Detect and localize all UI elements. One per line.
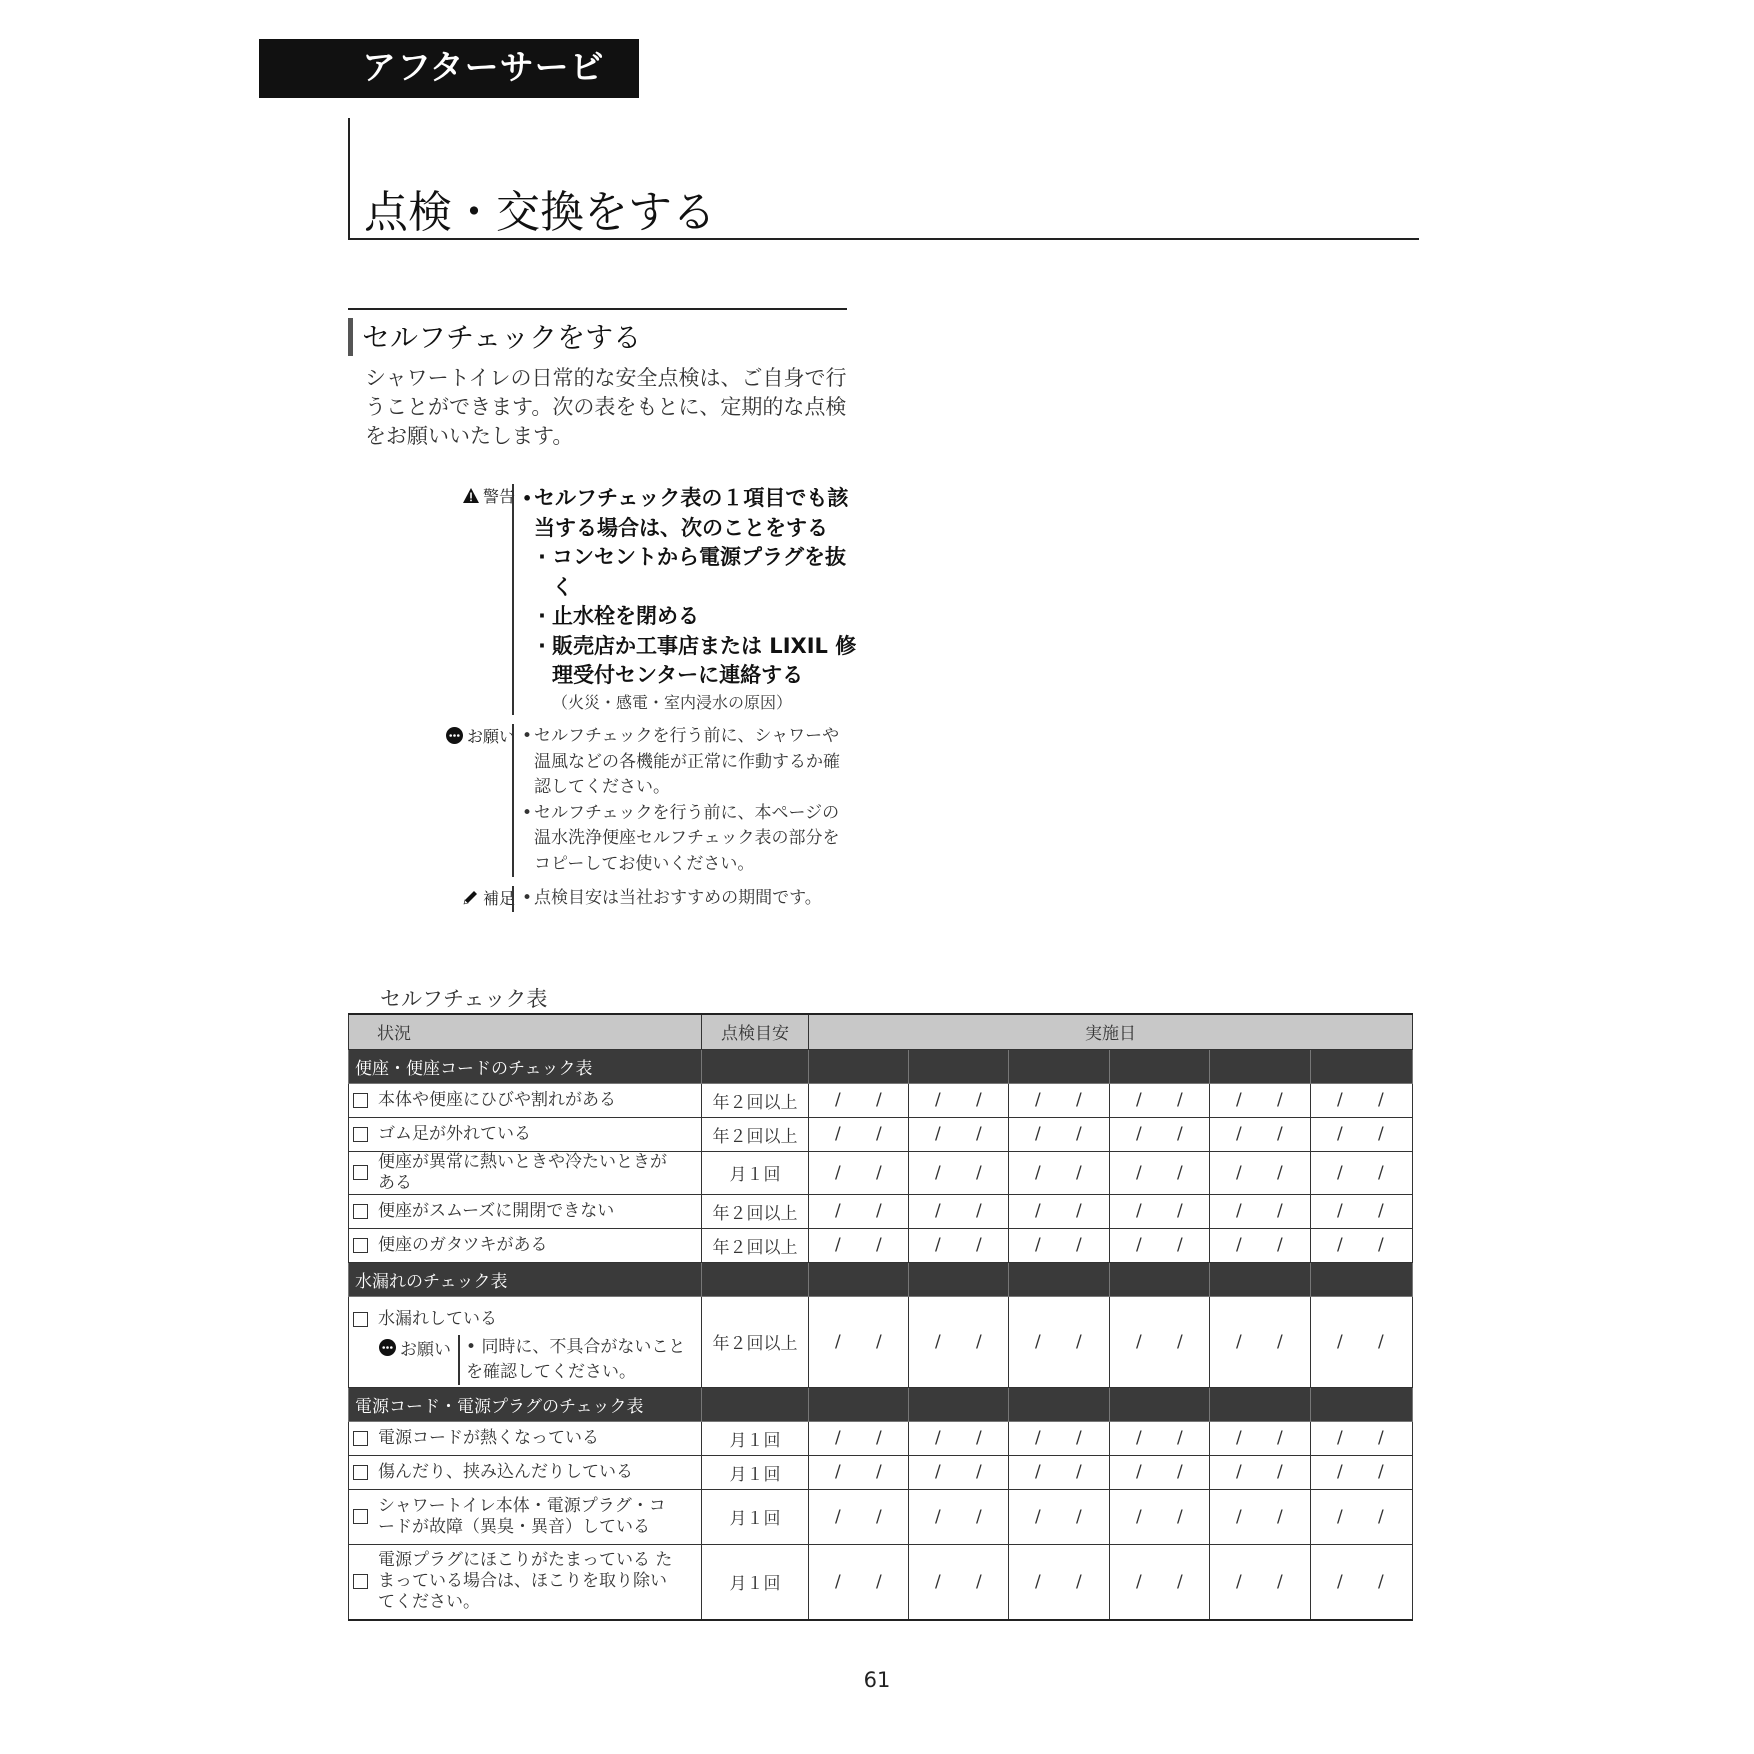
date-slash: / [1177, 1428, 1183, 1448]
check-checkbox[interactable] [353, 1431, 368, 1446]
check-item [349, 1489, 702, 1544]
date-slash: / [835, 1124, 841, 1144]
date-slash: / [1236, 1428, 1242, 1448]
date-cell[interactable] [1311, 1151, 1413, 1194]
date-slash: / [935, 1428, 941, 1448]
table-row [349, 1228, 1413, 1262]
check-item-text: シャワートイレ本体・電源プラグ・コードが故障（異臭・異音）している [378, 1495, 666, 1537]
category-row [349, 1387, 1413, 1421]
date-slash: / [1378, 1331, 1384, 1352]
date-slash: / [1035, 1462, 1041, 1482]
warning-triangle-icon [463, 488, 479, 503]
date-cell[interactable] [1210, 1228, 1311, 1262]
date-slash: / [1236, 1462, 1242, 1482]
date-slash: / [1378, 1090, 1384, 1110]
date-slash: / [1076, 1571, 1082, 1592]
check-interval: 月１回 [702, 1489, 809, 1544]
date-cell[interactable] [1009, 1117, 1110, 1151]
date-slash: / [1277, 1124, 1283, 1144]
check-item-text: ゴム足が外れている [378, 1123, 531, 1144]
date-slash: / [1236, 1124, 1242, 1144]
date-slash: / [876, 1162, 882, 1183]
date-slash: / [835, 1571, 841, 1592]
category-blank [702, 1049, 809, 1083]
request-label: お願い [466, 727, 515, 746]
check-interval: 月１回 [702, 1455, 809, 1489]
category-blank [809, 1262, 909, 1296]
check-item-text: 水漏れしている [378, 1309, 497, 1329]
check-checkbox[interactable] [353, 1127, 368, 1142]
request-dots-icon [446, 727, 463, 744]
check-interval: 年２回以上 [702, 1296, 809, 1387]
category-blank [702, 1262, 809, 1296]
date-slash: / [1236, 1235, 1242, 1255]
date-cell[interactable] [909, 1544, 1009, 1620]
category-name: 便座・便座コードのチェック表 [349, 1049, 702, 1083]
request-item: • セルフチェックを行う前に、本ページの温水洗浄便座セルフチェック表の部分をコピーしてお使いください。 [522, 801, 842, 878]
check-item [349, 1455, 702, 1489]
date-cell[interactable] [1311, 1421, 1413, 1455]
date-cell[interactable] [1009, 1228, 1110, 1262]
date-slash: / [1035, 1235, 1041, 1255]
self-check-table [348, 1013, 1413, 1621]
date-cell[interactable] [809, 1194, 909, 1228]
date-slash: / [1337, 1124, 1343, 1144]
date-cell[interactable] [1110, 1151, 1210, 1194]
date-slash: / [835, 1235, 841, 1255]
date-cell[interactable] [909, 1296, 1009, 1387]
pencil-icon [462, 889, 479, 906]
date-cell[interactable] [909, 1151, 1009, 1194]
date-cell[interactable] [809, 1228, 909, 1262]
date-slash: / [1035, 1162, 1041, 1183]
intro-text: シャワートイレの日常的な安全点検は、ご自身で行うことができます。次の表をもとに、定期的な点検をお願いいたします。 [365, 366, 847, 448]
date-slash: / [1136, 1331, 1142, 1352]
date-cell[interactable] [1009, 1455, 1110, 1489]
category-name: 水漏れのチェック表 [349, 1262, 702, 1296]
warning-cause: （火災・感電・室内浸水の原因） [552, 692, 793, 712]
category-blank [1210, 1049, 1311, 1083]
date-slash: / [876, 1331, 882, 1352]
check-interval: 年２回以上 [702, 1117, 809, 1151]
date-cell[interactable] [1110, 1228, 1210, 1262]
date-slash: / [1136, 1235, 1142, 1255]
date-cell[interactable] [909, 1455, 1009, 1489]
date-slash: / [1378, 1201, 1384, 1221]
table-row [349, 1455, 1413, 1489]
warning-badge [463, 484, 515, 507]
date-cell[interactable] [1311, 1228, 1413, 1262]
page-title-frame [348, 118, 1419, 240]
check-checkbox[interactable] [353, 1312, 368, 1327]
date-slash: / [976, 1506, 982, 1527]
date-cell[interactable] [909, 1117, 1009, 1151]
warning-step: · 販売店か工事店または LIXIL 修理受付センターに連絡する [522, 632, 862, 691]
date-slash: / [1035, 1428, 1041, 1448]
date-cell[interactable] [1110, 1296, 1210, 1387]
date-cell[interactable] [1110, 1194, 1210, 1228]
date-slash: / [1076, 1201, 1082, 1221]
header-status: 状況 [349, 1014, 702, 1049]
sub-heading: セルフチェックをする [362, 321, 642, 354]
date-slash: / [1337, 1235, 1343, 1255]
table-row [349, 1421, 1413, 1455]
date-slash: / [1378, 1124, 1384, 1144]
date-slash: / [1035, 1331, 1041, 1352]
date-slash: / [876, 1235, 882, 1255]
date-cell[interactable] [1009, 1151, 1110, 1194]
date-cell[interactable] [1110, 1489, 1210, 1544]
check-item-text: 便座が異常に熱いときや冷たいときがある [378, 1151, 667, 1193]
request-item: • セルフチェックを行う前に、シャワーや温風などの各機能が正常に作動するか確認してください。 [522, 724, 842, 801]
date-slash: / [1378, 1506, 1384, 1527]
date-slash: / [1337, 1462, 1343, 1482]
date-cell[interactable] [1110, 1421, 1210, 1455]
date-slash: / [1136, 1162, 1142, 1183]
date-slash: / [1136, 1124, 1142, 1144]
request-dots-icon [379, 1339, 396, 1356]
check-checkbox[interactable] [353, 1509, 368, 1524]
check-checkbox[interactable] [353, 1204, 368, 1219]
date-slash: / [1277, 1506, 1283, 1527]
date-cell[interactable] [909, 1083, 1009, 1117]
date-cell[interactable] [1311, 1117, 1413, 1151]
date-slash: / [1136, 1428, 1142, 1448]
inner-request-note [379, 1335, 701, 1385]
date-slash: / [1277, 1162, 1283, 1183]
header-interval: 点検目安 [702, 1014, 809, 1049]
date-slash: / [1236, 1571, 1242, 1592]
warning-label: 警告 [482, 487, 515, 506]
date-slash: / [1035, 1201, 1041, 1221]
date-cell[interactable] [1210, 1544, 1311, 1620]
date-cell[interactable] [1210, 1455, 1311, 1489]
date-cell[interactable] [909, 1421, 1009, 1455]
inner-request-label: お願い [400, 1340, 451, 1360]
check-item [349, 1083, 702, 1117]
date-slash: / [976, 1571, 982, 1592]
date-slash: / [1236, 1331, 1242, 1352]
check-interval: 年２回以上 [702, 1228, 809, 1262]
date-slash: / [835, 1506, 841, 1527]
date-cell[interactable] [1009, 1083, 1110, 1117]
date-cell[interactable] [809, 1489, 909, 1544]
date-slash: / [1378, 1428, 1384, 1448]
check-item [349, 1296, 702, 1387]
check-item [349, 1421, 702, 1455]
date-cell[interactable] [1311, 1544, 1413, 1620]
date-slash: / [1277, 1235, 1283, 1255]
supplement-body [512, 886, 842, 912]
date-slash: / [1337, 1571, 1343, 1592]
category-blank [1110, 1049, 1210, 1083]
date-slash: / [1337, 1331, 1343, 1352]
date-slash: / [1177, 1571, 1183, 1592]
date-slash: / [1035, 1124, 1041, 1144]
supplement-badge [462, 886, 515, 909]
page-number: 61 [863, 1668, 891, 1692]
date-slash: / [1076, 1428, 1082, 1448]
date-slash: / [1236, 1162, 1242, 1183]
date-slash: / [1378, 1162, 1384, 1183]
date-slash: / [1076, 1090, 1082, 1110]
date-slash: / [1076, 1506, 1082, 1527]
date-slash: / [1177, 1090, 1183, 1110]
date-slash: / [1277, 1462, 1283, 1482]
supplement-label: 補足 [482, 889, 515, 908]
date-slash: / [876, 1428, 882, 1448]
table-caption: セルフチェック表 [380, 987, 548, 1011]
category-blank [1110, 1387, 1210, 1421]
date-slash: / [1236, 1506, 1242, 1527]
check-item-text: 本体や便座にひびや割れがある [378, 1089, 616, 1110]
date-slash: / [935, 1162, 941, 1183]
date-slash: / [1035, 1506, 1041, 1527]
supplement-text: • 点検目安は当社おすすめの期間です。 [522, 886, 842, 912]
date-cell[interactable] [1311, 1296, 1413, 1387]
table-header-row [349, 1014, 1413, 1049]
date-slash: / [1076, 1331, 1082, 1352]
date-slash: / [935, 1201, 941, 1221]
check-interval: 月１回 [702, 1151, 809, 1194]
check-item-text: 電源コードが熱くなっている [378, 1427, 599, 1448]
date-slash: / [1136, 1571, 1142, 1592]
date-cell[interactable] [809, 1117, 909, 1151]
date-slash: / [976, 1201, 982, 1221]
page-title: 点検・交換をする [364, 187, 716, 238]
date-cell[interactable] [1009, 1296, 1110, 1387]
date-slash: / [876, 1124, 882, 1144]
warning-main: • セルフチェック表の１項目でも該当する場合は、次のことをする [522, 484, 862, 543]
date-cell[interactable] [1110, 1544, 1210, 1620]
category-blank [809, 1049, 909, 1083]
check-interval: 年２回以上 [702, 1194, 809, 1228]
date-slash: / [1076, 1462, 1082, 1482]
check-item-text: 電源プラグにほこりがたまっている たまっている場合は、ほこりを取り除いてください。 [378, 1550, 673, 1613]
table-row [349, 1194, 1413, 1228]
date-slash: / [1035, 1571, 1041, 1592]
category-blank [909, 1049, 1009, 1083]
section-tab: アフターサービス [259, 39, 639, 98]
date-slash: / [835, 1462, 841, 1482]
date-cell[interactable] [1311, 1489, 1413, 1544]
check-item-text: 便座がスムーズに開閉できない [378, 1200, 615, 1221]
date-slash: / [835, 1331, 841, 1352]
category-name: 電源コード・電源プラグのチェック表 [349, 1387, 702, 1421]
date-cell[interactable] [809, 1544, 909, 1620]
date-cell[interactable] [1009, 1489, 1110, 1544]
date-slash: / [835, 1162, 841, 1183]
category-blank [1311, 1262, 1413, 1296]
date-slash: / [1177, 1201, 1183, 1221]
inner-request-text: • 同時に、不具合がないことを確認してください。 [458, 1335, 701, 1385]
date-cell[interactable] [1210, 1117, 1311, 1151]
category-blank [702, 1387, 809, 1421]
date-cell[interactable] [809, 1083, 909, 1117]
date-slash: / [1378, 1571, 1384, 1592]
category-blank [809, 1387, 909, 1421]
date-cell[interactable] [1210, 1194, 1311, 1228]
date-slash: / [935, 1462, 941, 1482]
date-slash: / [876, 1462, 882, 1482]
date-cell[interactable] [1311, 1455, 1413, 1489]
date-slash: / [976, 1124, 982, 1144]
date-slash: / [1177, 1462, 1183, 1482]
date-slash: / [1076, 1235, 1082, 1255]
date-cell[interactable] [1311, 1083, 1413, 1117]
date-slash: / [1378, 1462, 1384, 1482]
date-slash: / [1337, 1090, 1343, 1110]
category-blank [1311, 1049, 1413, 1083]
date-slash: / [835, 1428, 841, 1448]
request-body [512, 724, 842, 877]
date-slash: / [1177, 1162, 1183, 1183]
date-slash: / [935, 1090, 941, 1110]
date-slash: / [1337, 1162, 1343, 1183]
check-checkbox[interactable] [353, 1238, 368, 1253]
date-slash: / [1337, 1506, 1343, 1527]
category-blank [1009, 1262, 1110, 1296]
date-slash: / [1136, 1090, 1142, 1110]
date-slash: / [876, 1090, 882, 1110]
category-blank [1009, 1049, 1110, 1083]
date-cell[interactable] [1210, 1296, 1311, 1387]
date-slash: / [935, 1331, 941, 1352]
date-cell[interactable] [1210, 1151, 1311, 1194]
date-slash: / [1277, 1428, 1283, 1448]
date-slash: / [1236, 1201, 1242, 1221]
category-blank [1110, 1262, 1210, 1296]
request-badge [446, 724, 515, 747]
date-slash: / [1236, 1090, 1242, 1110]
date-cell[interactable] [909, 1228, 1009, 1262]
date-slash: / [1337, 1201, 1343, 1221]
date-slash: / [976, 1235, 982, 1255]
date-slash: / [1035, 1090, 1041, 1110]
check-checkbox[interactable] [353, 1093, 368, 1108]
date-cell[interactable] [809, 1421, 909, 1455]
date-cell[interactable] [809, 1151, 909, 1194]
check-item-text: 便座のガタツキがある [378, 1234, 548, 1255]
date-slash: / [976, 1162, 982, 1183]
date-slash: / [1277, 1201, 1283, 1221]
date-slash: / [1337, 1428, 1343, 1448]
warning-body [512, 484, 862, 715]
category-row [349, 1049, 1413, 1083]
date-slash: / [1277, 1331, 1283, 1352]
check-item [349, 1228, 702, 1262]
date-cell[interactable] [1009, 1544, 1110, 1620]
category-row [349, 1262, 1413, 1296]
check-item [349, 1117, 702, 1151]
table-row [349, 1296, 1413, 1387]
check-item-text: 傷んだり、挟み込んだりしている [378, 1461, 633, 1482]
date-slash: / [1177, 1331, 1183, 1352]
table-row [349, 1083, 1413, 1117]
date-slash: / [976, 1428, 982, 1448]
date-cell[interactable] [1210, 1489, 1311, 1544]
check-item [349, 1544, 702, 1620]
check-checkbox[interactable] [353, 1574, 368, 1589]
date-slash: / [1378, 1235, 1384, 1255]
check-interval: 年２回以上 [702, 1083, 809, 1117]
date-cell[interactable] [1110, 1083, 1210, 1117]
date-slash: / [935, 1124, 941, 1144]
date-cell[interactable] [1110, 1117, 1210, 1151]
date-slash: / [1076, 1124, 1082, 1144]
inner-request-badge [379, 1335, 451, 1360]
check-checkbox[interactable] [353, 1465, 368, 1480]
category-blank [1311, 1387, 1413, 1421]
date-cell[interactable] [909, 1194, 1009, 1228]
check-item [349, 1151, 702, 1194]
date-slash: / [876, 1201, 882, 1221]
date-cell[interactable] [1110, 1455, 1210, 1489]
sub-heading-bar [348, 318, 353, 356]
category-blank [909, 1387, 1009, 1421]
date-slash: / [976, 1090, 982, 1110]
sub-heading-frame [348, 308, 847, 354]
check-interval: 月１回 [702, 1421, 809, 1455]
warning-step: · コンセントから電源プラグを抜く [522, 543, 862, 602]
date-slash: / [1136, 1201, 1142, 1221]
date-slash: / [1177, 1124, 1183, 1144]
date-cell[interactable] [1210, 1421, 1311, 1455]
date-slash: / [935, 1235, 941, 1255]
check-checkbox[interactable] [353, 1165, 368, 1180]
date-slash: / [1177, 1235, 1183, 1255]
warning-step: · 止水栓を閉める [522, 602, 862, 632]
table-row [349, 1117, 1413, 1151]
date-cell[interactable] [1210, 1083, 1311, 1117]
date-slash: / [835, 1201, 841, 1221]
date-cell[interactable] [1009, 1421, 1110, 1455]
date-cell[interactable] [809, 1455, 909, 1489]
table-row [349, 1489, 1413, 1544]
date-slash: / [1076, 1162, 1082, 1183]
date-slash: / [935, 1506, 941, 1527]
date-slash: / [876, 1571, 882, 1592]
check-item [349, 1194, 702, 1228]
table-row [349, 1544, 1413, 1620]
date-slash: / [1177, 1506, 1183, 1527]
date-slash: / [976, 1462, 982, 1482]
date-cell[interactable] [809, 1296, 909, 1387]
date-slash: / [1136, 1462, 1142, 1482]
date-slash: / [1277, 1571, 1283, 1592]
table-row [349, 1151, 1413, 1194]
header-date: 実施日 [809, 1014, 1413, 1049]
date-slash: / [1136, 1506, 1142, 1527]
date-slash: / [935, 1571, 941, 1592]
date-cell[interactable] [909, 1489, 1009, 1544]
check-interval: 月１回 [702, 1544, 809, 1620]
date-slash: / [835, 1090, 841, 1110]
category-blank [1210, 1262, 1311, 1296]
category-blank [1009, 1387, 1110, 1421]
date-slash: / [1277, 1090, 1283, 1110]
date-cell[interactable] [1311, 1194, 1413, 1228]
date-slash: / [876, 1506, 882, 1527]
category-blank [1210, 1387, 1311, 1421]
date-cell[interactable] [1009, 1194, 1110, 1228]
date-slash: / [976, 1331, 982, 1352]
category-blank [909, 1262, 1009, 1296]
